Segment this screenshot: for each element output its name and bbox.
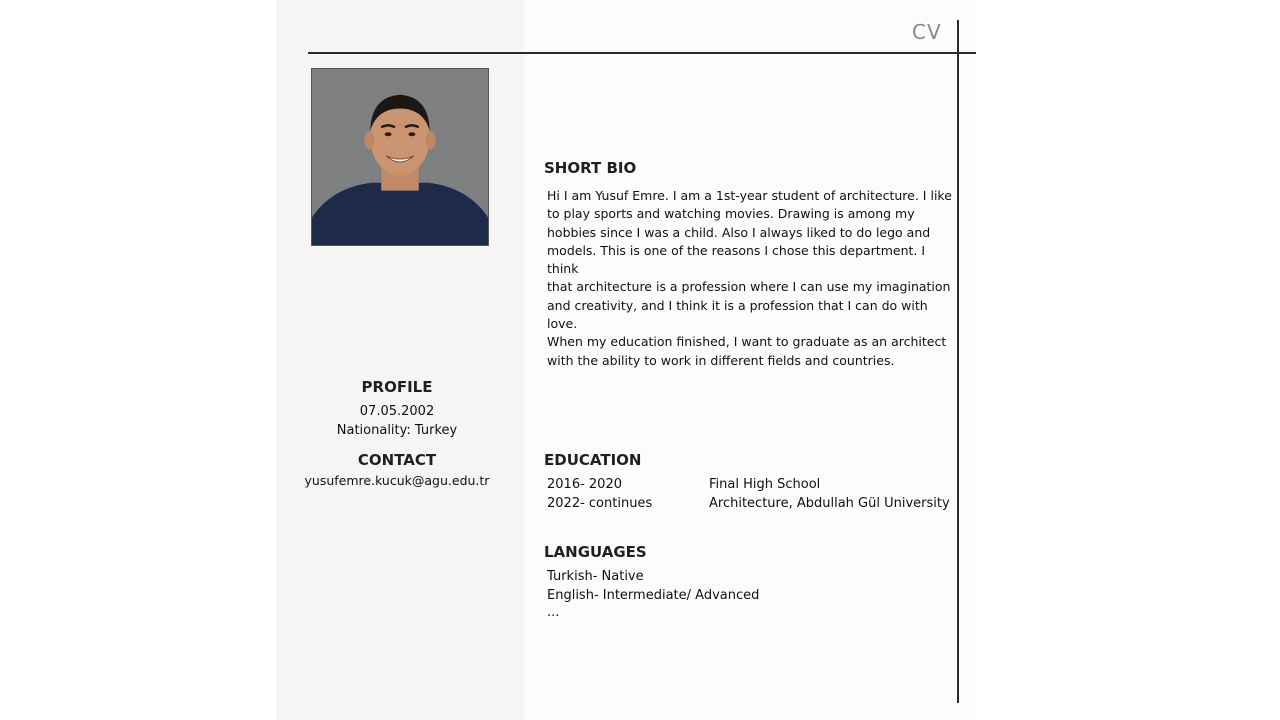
profile-section [296,378,498,440]
bio-line: Hi I am Yusuf Emre. I am a 1st-year student of architecture. I like [547,188,952,203]
contact-email[interactable]: yusufemre.kucuk@agu.edu.tr [304,473,490,488]
contact-section [296,451,498,490]
birth-date: 07.05.2002 [359,404,435,419]
right-divider [957,20,959,703]
bio-line: that architecture is a profession where I can use my imagination [547,279,951,295]
education-row [547,477,947,496]
language-item: Turkish- Native [547,569,644,584]
cv-label: CV [912,20,942,44]
contact-title: CONTACT [357,451,437,469]
education-years: 2016- 2020 [547,477,622,492]
education-years: 2022- continues [547,496,653,511]
profile-photo-illustration [312,69,488,245]
short-bio-text [547,187,952,370]
nationality: Nationality: Turkey [336,423,458,438]
profile-title: PROFILE [361,378,433,396]
education-row [547,496,950,515]
education-institution: Final High School [709,477,821,492]
short-bio-title: SHORT BIO [544,159,637,177]
language-item: ... [547,605,560,620]
bio-line: with the ability to work in different fields and countries. [547,352,895,368]
education-institution: Architecture, Abdullah Gül University [709,496,950,511]
top-divider [308,52,976,54]
bio-line: hobbies since I was a child. Also I always liked to do lego and [547,224,931,240]
bio-line: to play sports and watching movies. Drawing is among my [547,206,915,222]
education-title: EDUCATION [544,451,642,469]
profile-photo [311,68,489,246]
language-item: English- Intermediate/ Advanced [547,588,760,603]
bio-line: When my education finished, I want to graduate as an architect [547,334,947,350]
bio-line: models. This is one of the reasons I chose this department. I think [547,242,926,277]
bio-line: and creativity, and I think it is a profession that I can do with love. [547,297,928,332]
languages-title: LANGUAGES [544,543,647,561]
